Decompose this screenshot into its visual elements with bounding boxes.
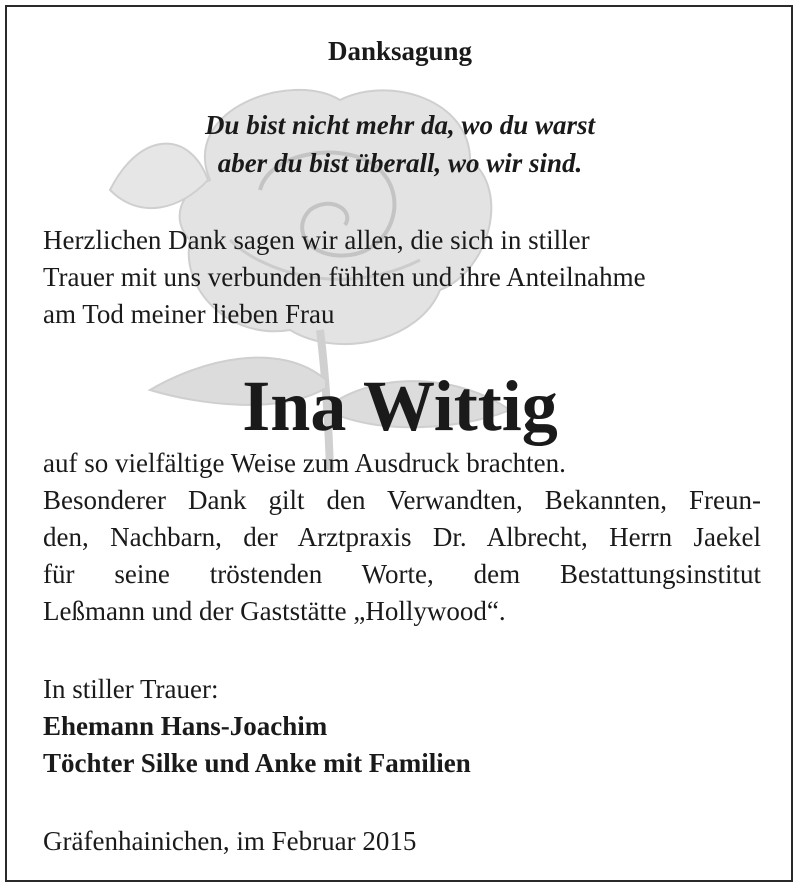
thanks-line-3: den, Nachbarn, der Arztpraxis Dr. Albrecht, Herrn Jaekel <box>43 522 761 552</box>
thanks-line-4: für seine tröstenden Worte, dem Bestattungsinstitut <box>43 559 761 589</box>
intro-line-2: Trauer mit uns verbunden fühlten und ihre Anteilnahme <box>43 262 646 292</box>
mourner-line-2: Töchter Silke und Anke mit Familien <box>43 748 471 778</box>
thanks-line-1: auf so vielfältige Weise zum Ausdruck brachten. <box>43 448 566 478</box>
place-date: Gräfenhainichen, im Februar 2015 <box>43 826 417 856</box>
mourner-line-1: Ehemann Hans-Joachim <box>43 711 328 741</box>
verse-line-2: aber du bist überall, wo wir sind. <box>217 148 583 178</box>
verse-line-1: Du bist nicht mehr da, wo du warst <box>204 110 596 140</box>
mourners-intro: In stiller Trauer: <box>43 674 219 704</box>
intro-line-1: Herzlichen Dank sagen wir allen, die sich in stiller <box>43 225 590 255</box>
heading: Danksagung <box>327 36 473 66</box>
intro-line-3: am Tod meiner lieben Frau <box>43 299 335 329</box>
deceased-name: Ina Wittig <box>242 366 558 446</box>
thanks-line-5: Leßmann und der Gaststätte „Hollywood“. <box>43 596 506 626</box>
thanks-line-2: Besonderer Dank gilt den Verwandten, Bekannten, Freun- <box>43 485 761 515</box>
